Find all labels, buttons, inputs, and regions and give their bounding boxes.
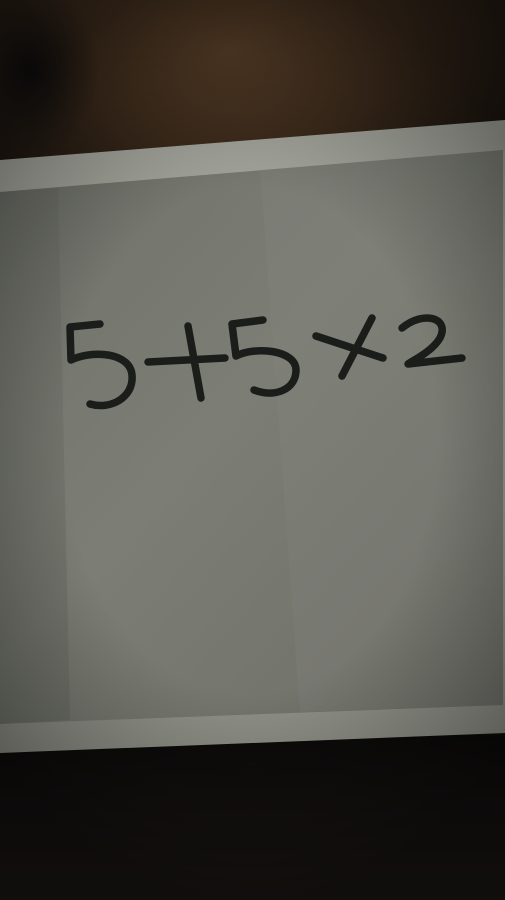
paper-highlight (260, 150, 503, 712)
paper-left-fold (0, 188, 70, 724)
